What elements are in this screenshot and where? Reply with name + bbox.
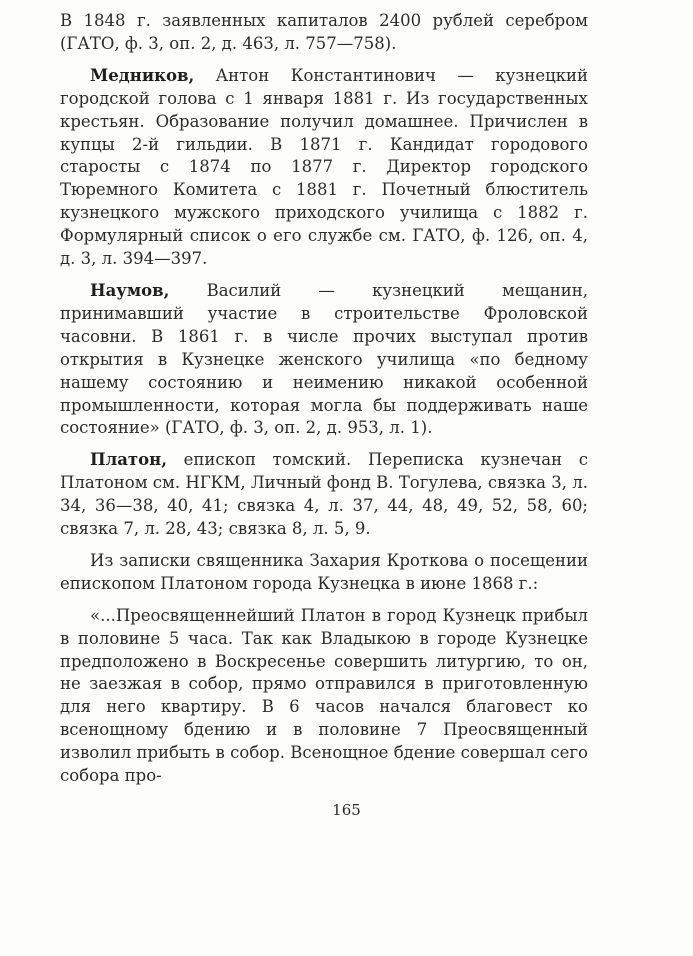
paragraph-quotation	[60, 605, 588, 788]
paragraph-text: «...Преосвященнейший Платон в город Кузнецк прибыл в половине 5 часа. Так как Владыкою в городе Кузнецке предположено в Воскресенье совершить литургию, то он, не заезжая в собор, прямо отправился в приготовленную для него квартиру. В 6 часов начался благовест ко всенощному бдению и в половине 7 Преосвященный изволил прибыть в собор. Всенощное бдение совершал сего собора про-	[60, 605, 588, 786]
entry-text: Антон Константинович — кузнецкий городской голова с 1 января 1881 г. Из государственных крестьян. Образование получил домашнее. Причислен в купцы 2-й гильдии. В 1871 г. Кандидат городового старосты с 1874 по 1877 г. Директор городского Тюремного Комитета с 1881 г. Почетный блюститель кузнецкого мужского приходского училища с 1882 г. Формулярный список о его службе см. ГАТО, ф. 126, оп. 4, д. 3, л. 394—397.	[60, 65, 588, 269]
entry-platon	[60, 449, 588, 541]
paragraph-text: В 1848 г. заявленных капиталов 2400 рублей серебром (ГАТО, ф. 3, оп. 2, д. 463, л. 757—758).	[60, 11, 588, 53]
entry-heading: Медников,	[90, 65, 195, 85]
page-number: 165	[332, 801, 361, 819]
paragraph-capital-continuation	[60, 10, 588, 56]
entry-text: Василий — кузнецкий мещанин, принимавший участие в строительстве Фроловской часовни. В 1861 г. в числе прочих выступал против открытия в Кузнецке женского училища «по бедному нашему состоянию и неимению никакой особенной промышленности, которая могла бы поддерживать наше состояние» (ГАТО, ф. 3, оп. 2, д. 953, л. 1).	[60, 280, 588, 438]
page-body-text	[60, 10, 588, 797]
entry-mednikov	[60, 65, 588, 271]
entry-heading: Платон,	[90, 450, 167, 470]
entry-naumov	[60, 280, 588, 440]
entry-text: епископ томский. Переписка кузнечан с Платоном см. НГКМ, Личный фонд В. Тогулева, связка 3, л. 34, 36—38, 40, 41; связка 4, л. 37, 44, 48, 49, 52, 58, 60; связка 7, л. 28, 43; связка 8, л. 5, 9.	[60, 450, 588, 539]
entry-heading: Наумов,	[90, 280, 170, 300]
paragraph-note-intro	[60, 550, 588, 596]
paragraph-text: Из записки священника Захария Кроткова о посещении епископом Платоном города Кузнецка в июне 1868 г.:	[60, 550, 588, 593]
